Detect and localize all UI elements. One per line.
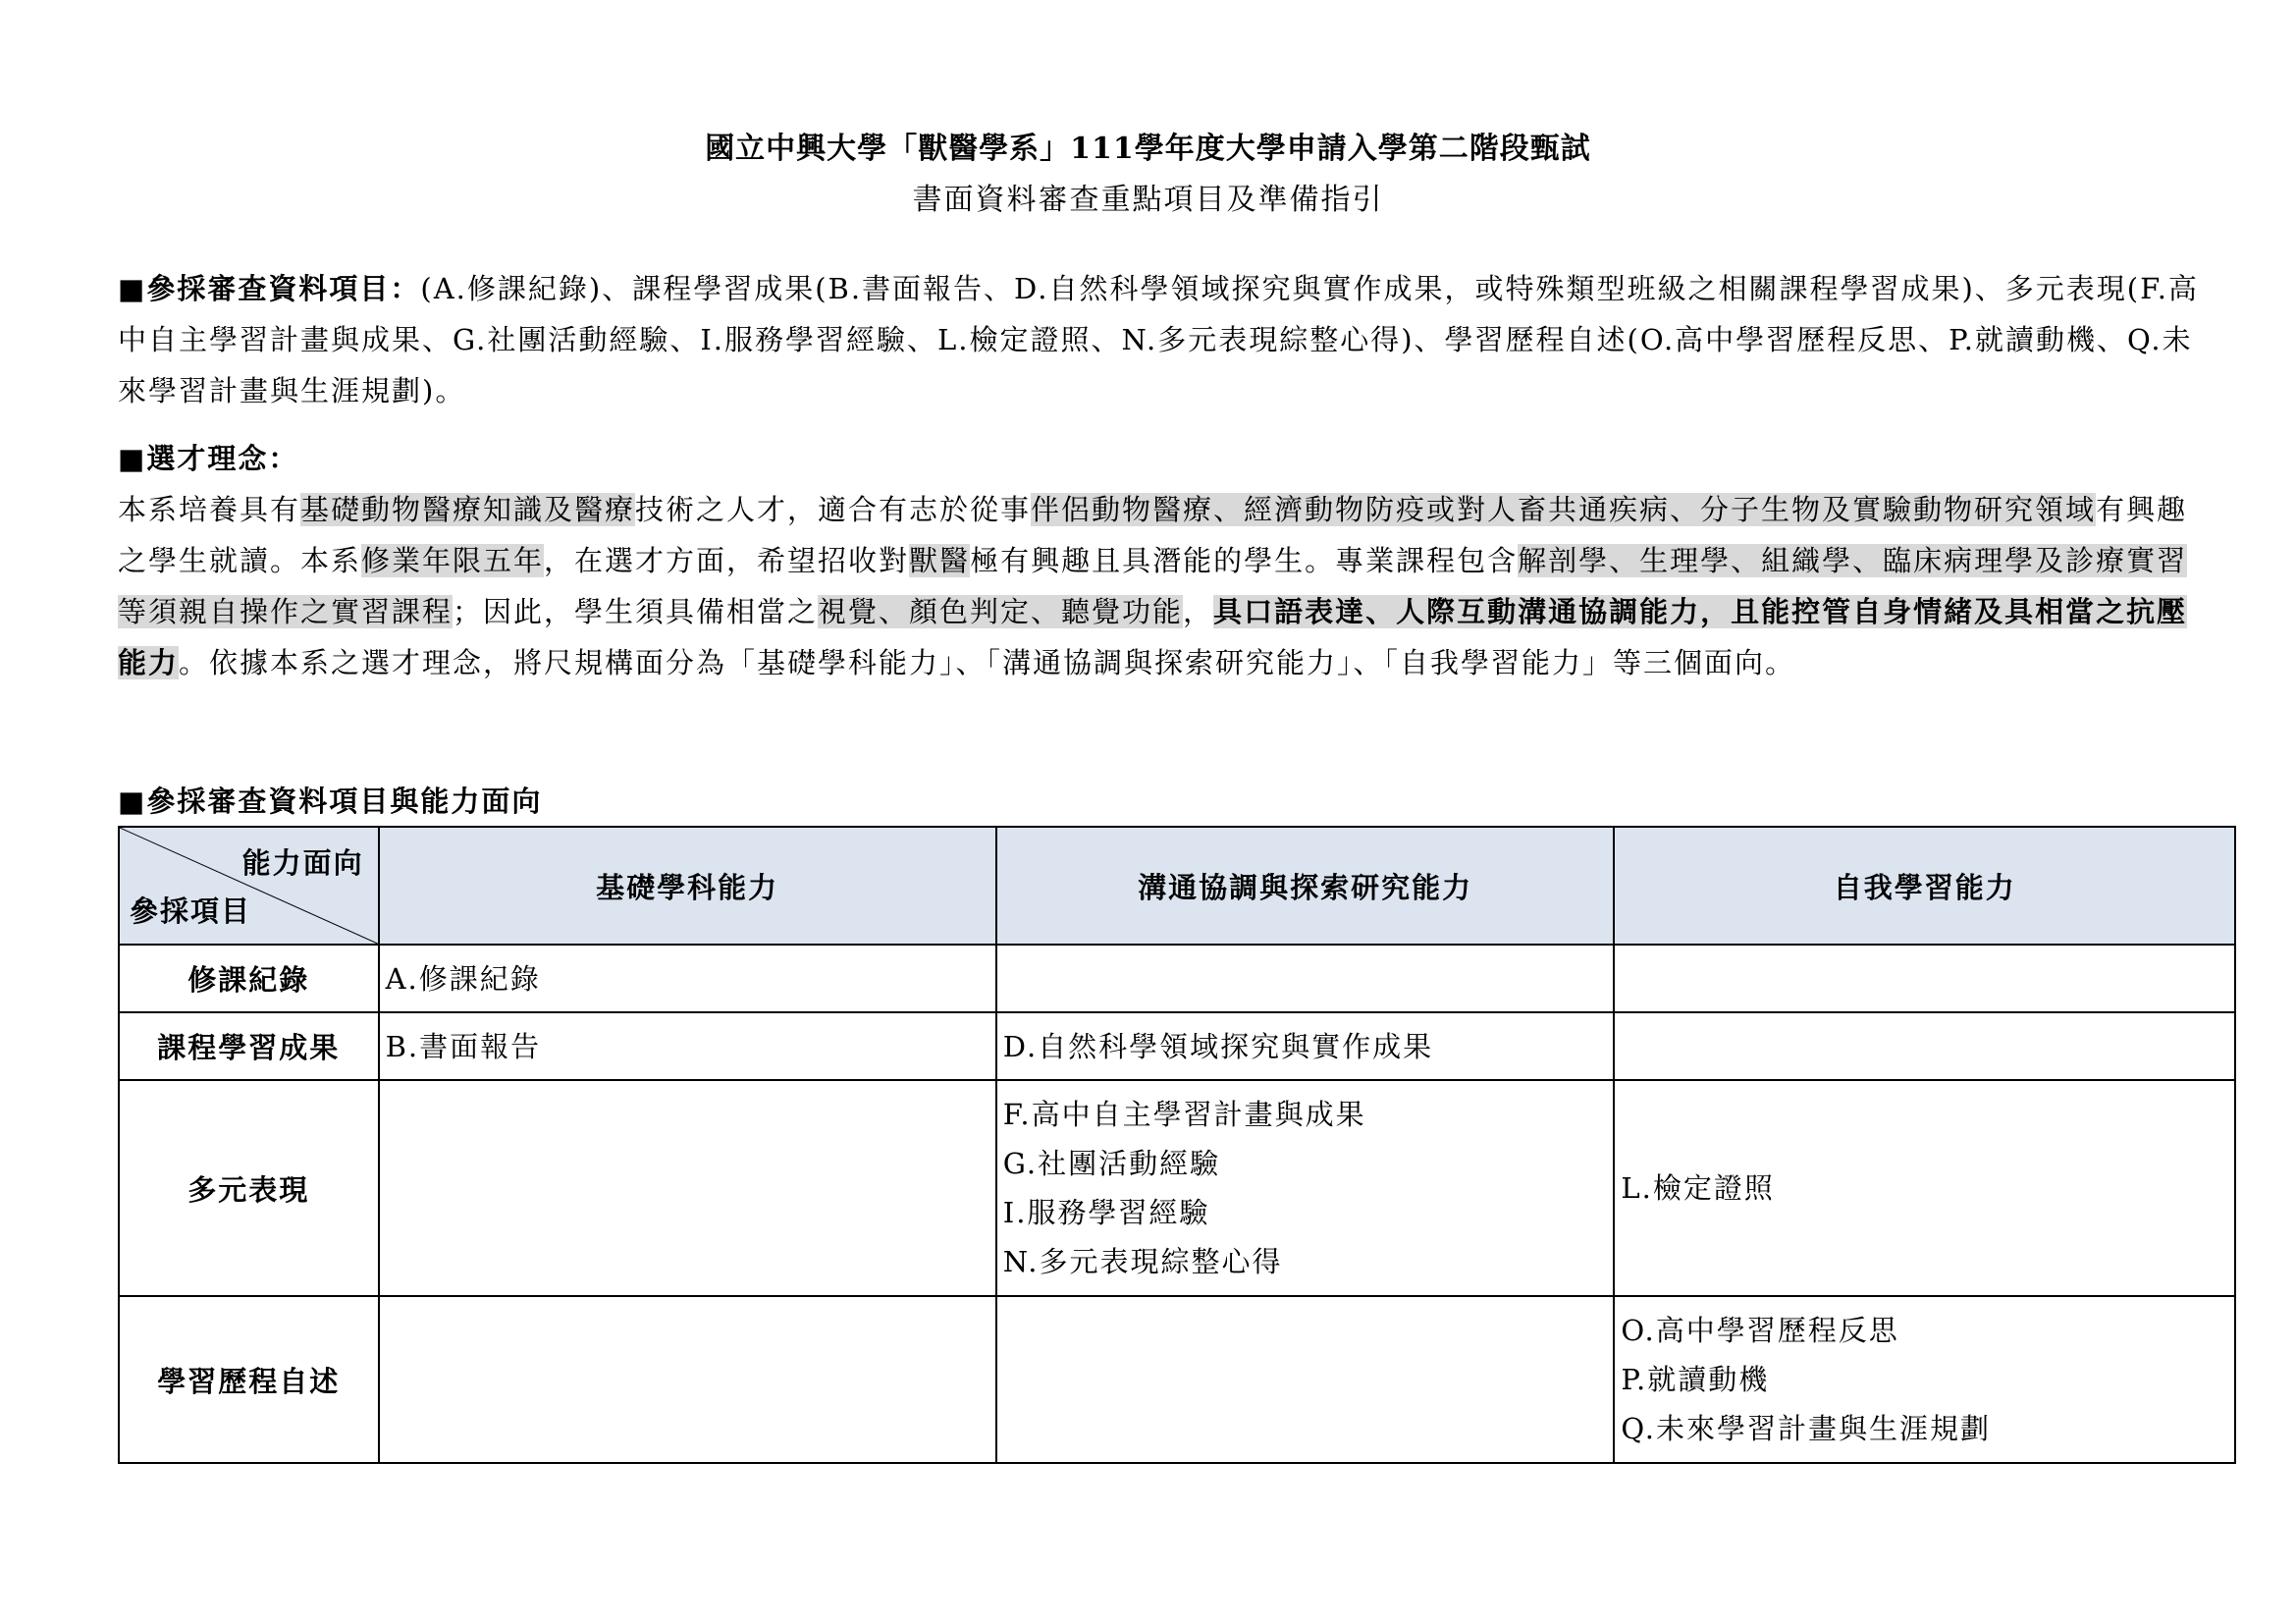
cell-item: O.高中學習歷程反思	[1621, 1314, 1899, 1347]
cell-item: Q.未來學習計畫與生涯規劃	[1621, 1412, 1991, 1445]
cell-item: P.就讀動機	[1621, 1363, 1770, 1396]
cell-item: F.高中自主學習計畫與成果	[1002, 1098, 1366, 1131]
philosophy-highlight: 基礎動物醫療知識及醫療	[300, 493, 636, 526]
row-label: 修課紀錄	[119, 945, 379, 1012]
review-items-section	[118, 263, 2199, 416]
table-cell	[996, 1012, 1615, 1080]
corner-bottom-label: 參採項目	[130, 894, 252, 928]
column-header: 自我學習能力	[1614, 827, 2235, 945]
philosophy-text: ，	[1183, 595, 1214, 628]
selection-philosophy-heading: ■選才理念：	[118, 442, 299, 475]
review-items-body: (A.修課紀錄)、課程學習成果(B.書面報告、D.自然科學領域探究與實作成果，或特殊類型班級之相關課程學習成果)、多元表現(F.高中自主學習計畫與成果、G.社團活動經驗、I.服務學習經驗、L.檢定證照、N.多元表現綜整心得)、學習歷程自述(O.高中學習歷程反思、P.就讀動機、Q.未來學習計畫與生涯規劃)。	[118, 272, 2199, 407]
philosophy-text: 極有興趣且具潛能的學生。專業課程包含	[970, 544, 1519, 577]
philosophy-highlight: 修業年限五年	[361, 544, 545, 577]
row-label: 學習歷程自述	[119, 1296, 379, 1463]
selection-philosophy-section	[118, 433, 2199, 688]
table-cell	[1614, 945, 2235, 1012]
table-cell	[379, 945, 996, 1012]
table-cell	[379, 1012, 996, 1080]
philosophy-highlight: 解剖學、生理學、組織學、臨床病理學及診療實習等須親自操作之實習課程	[118, 544, 2188, 628]
table-cell	[379, 1296, 996, 1463]
review-items-heading: ■參採審查資料項目：	[118, 272, 421, 305]
philosophy-bold-highlight: 具口語表達、人際互動溝通協調能力，且能控管自身情緒及具相當之抗壓能力	[118, 595, 2188, 679]
document-title: 國立中興大學「獸醫學系」111學年度大學申請入學第二階段甄試	[705, 132, 1591, 166]
table-row	[119, 1080, 2235, 1296]
table-corner-cell	[119, 827, 379, 945]
philosophy-text: ，在選才方面，希望招收對	[544, 544, 910, 577]
table-cell	[996, 1296, 1615, 1463]
table-cell	[996, 1080, 1615, 1296]
table-cell	[379, 1080, 996, 1296]
cell-item: G.社團活動經驗	[1002, 1147, 1221, 1180]
philosophy-highlight: 視覺、顏色判定、聽覺功能	[818, 595, 1184, 628]
document-subtitle: 書面資料審查重點項目及準備指引	[912, 183, 1384, 217]
cell-item: D.自然科學領域探究與實作成果	[1002, 1029, 1434, 1063]
philosophy-text: 本系培養具有	[118, 493, 301, 526]
table-row	[119, 945, 2235, 1012]
philosophy-text: 。依據本系之選才理念，將尺規構面分為「基礎學科能力」、「溝通協調與探索研究能力」、「自我學習能力」等三個面向。	[179, 646, 1796, 679]
table-cell	[996, 945, 1615, 1012]
row-label: 課程學習成果	[119, 1012, 379, 1080]
selection-philosophy-body	[118, 484, 2199, 688]
corner-top-label: 能力面向	[241, 846, 364, 880]
philosophy-highlight: 獸醫	[909, 544, 971, 577]
cell-item: B.書面報告	[385, 1029, 542, 1063]
row-label: 多元表現	[119, 1080, 379, 1296]
column-header: 基礎學科能力	[379, 827, 996, 945]
table-header-row	[119, 827, 2235, 945]
column-header: 溝通協調與探索研究能力	[996, 827, 1615, 945]
philosophy-text: 技術之人才，適合有志於從事	[635, 493, 1032, 526]
cell-item: A.修課紀錄	[385, 961, 541, 996]
table-cell	[1614, 1012, 2235, 1080]
ability-table	[118, 826, 2236, 1464]
table-row	[119, 1296, 2235, 1463]
philosophy-text: 有興趣之學生就讀。本系	[118, 493, 2188, 577]
table-cell	[1614, 1296, 2235, 1463]
table-cell	[1614, 1080, 2235, 1296]
philosophy-highlight: 伴侶動物醫療、經濟動物防疫或對人畜共通疾病、分子生物及實驗動物研究領域	[1031, 493, 2097, 526]
philosophy-text: ；因此，學生須具備相當之	[453, 595, 819, 628]
cell-item: I.服務學習經驗	[1002, 1196, 1210, 1229]
ability-table-heading: ■參採審查資料項目與能力面向	[118, 785, 543, 818]
table-row	[119, 1012, 2235, 1080]
cell-item: N.多元表現綜整心得	[1002, 1245, 1283, 1278]
cell-item: L.檢定證照	[1621, 1171, 1775, 1205]
